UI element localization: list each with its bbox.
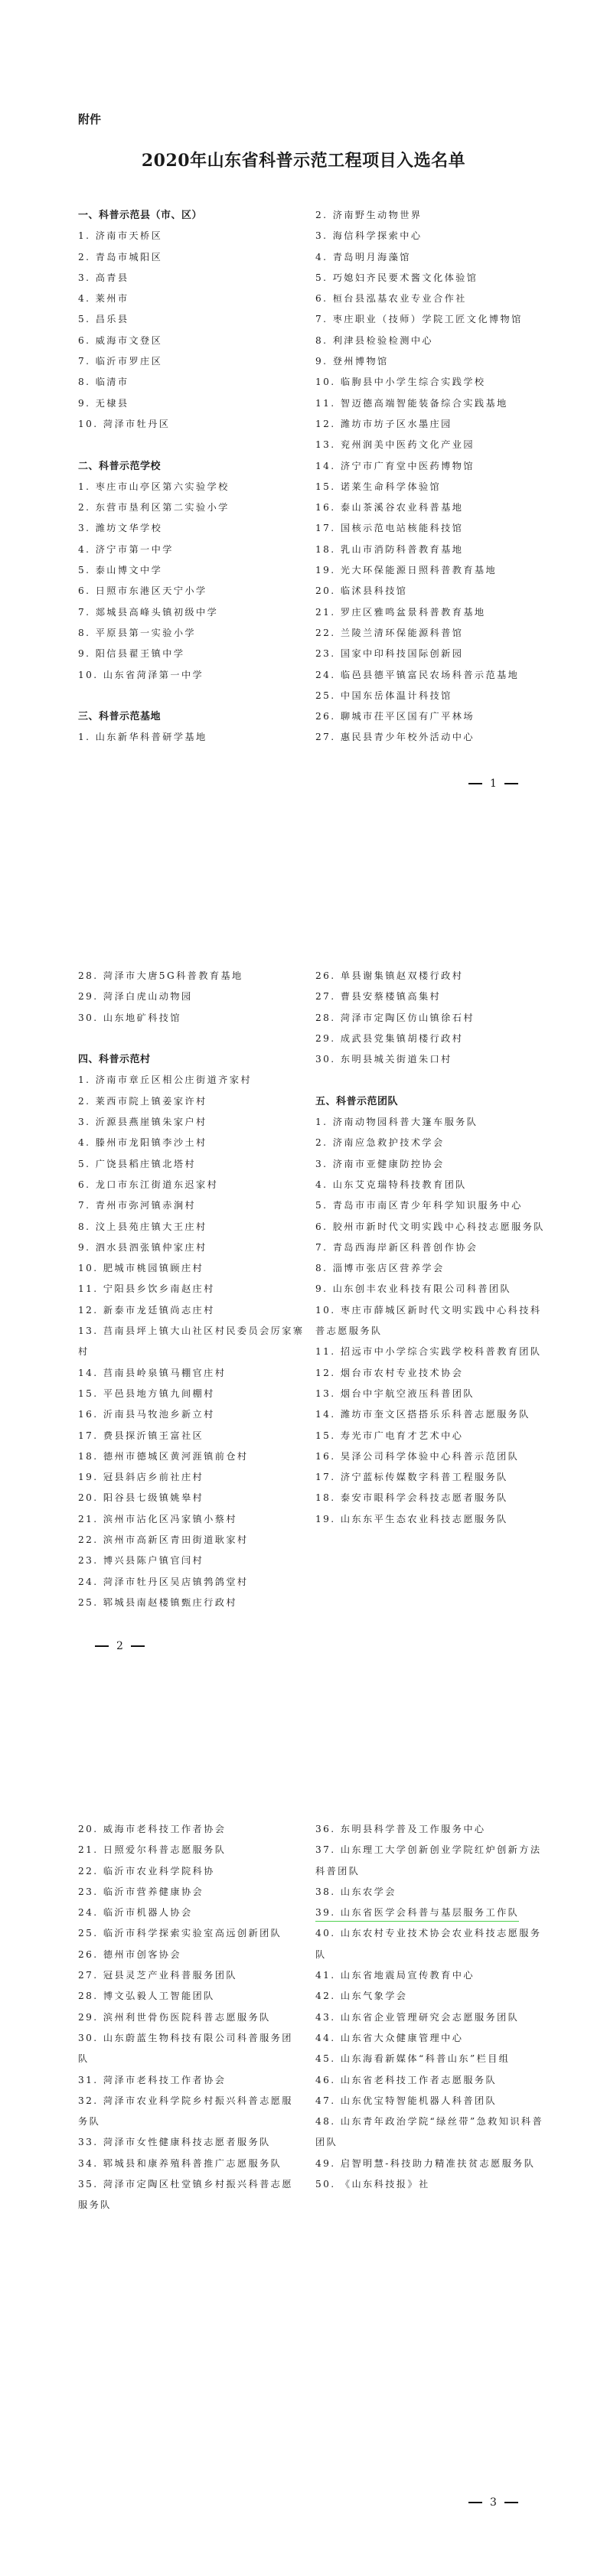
list-item: 20. 阳谷县七级镇姚皋村 [78, 1492, 204, 1504]
list-item: 34. 郓城县和康养殖科普推广志愿服务队 [78, 2157, 282, 2169]
list-item: 29. 滨州利世骨伤医院科普志愿服务队 [78, 2011, 271, 2023]
list-item: 35. 菏泽市定陶区杜堂镇乡村振兴科普志愿服务队 [78, 2179, 293, 2211]
list-item: 6. 日照市东港区天宁小学 [78, 585, 207, 597]
list-item: 11. 招远市中小学综合实践学校科普教育团队 [315, 1346, 542, 1358]
list-item: 30. 东明县城关街道朱口村 [315, 1054, 452, 1065]
list-item: 8. 临清市 [78, 377, 129, 388]
list-item: 15. 诺莱生命科学体验馆 [315, 481, 442, 492]
section-heading: 四、科普示范村 [78, 1054, 151, 1066]
list-item: 3. 潍坊文华学校 [78, 523, 163, 534]
list-item: 27. 曹县安蔡楼镇高集村 [315, 991, 442, 1003]
list-item: 46. 山东省老科技工作者志愿服务队 [315, 2074, 498, 2085]
list-item: 21. 日照爱尔科普志愿服务队 [78, 1844, 227, 1856]
page-1-left-column [78, 205, 308, 748]
list-item: 9. 山东创丰农业科技有限公司科普团队 [315, 1283, 512, 1295]
list-item: 26. 单县谢集镇赵双楼行政村 [315, 970, 464, 981]
page-number-3 [468, 2496, 518, 2509]
section-heading: 一、科普示范县（市、区） [78, 210, 203, 221]
list-item: 31. 菏泽市老科技工作者协会 [78, 2074, 227, 2085]
list-item: 12. 新泰市龙廷镇尚志庄村 [78, 1304, 215, 1316]
list-item: 28. 菏泽市定陶区仿山镇徐石村 [315, 1012, 475, 1023]
attachment-label: 附件 [78, 112, 102, 126]
list-item: 22. 滨州市高新区青田街道耿家村 [78, 1534, 249, 1546]
list-item: 8. 淄博市张店区营养学会 [315, 1263, 445, 1274]
list-item: 16. 泰山茶溪谷农业科普基地 [315, 502, 464, 514]
page-dash-right [504, 2502, 518, 2503]
list-item: 28. 博文弘毅人工智能团队 [78, 1991, 215, 2002]
list-item: 37. 山东理工大学创新创业学院红炉创新方法科普团队 [315, 1844, 542, 1877]
list-item: 23. 博兴县陈户镇官闫村 [78, 1555, 204, 1567]
page-1-right-column [315, 205, 560, 748]
page-number-text: 1 [490, 778, 497, 790]
list-item: 15. 寿光市广电育才艺术中心 [315, 1430, 464, 1441]
list-item: 10. 山东省菏泽第一中学 [78, 669, 204, 680]
list-item: 8. 利津县检验检测中心 [315, 334, 433, 346]
list-item: 25. 郓城县南赵楼镇甄庄行政村 [78, 1596, 237, 1608]
list-item: 1. 济南市章丘区相公庄街道齐家村 [78, 1074, 252, 1086]
list-item: 8. 平原县第一实验小学 [78, 627, 196, 638]
section-spacer [78, 686, 308, 706]
list-item: 2. 济南野生动物世界 [315, 210, 423, 220]
list-item: 2. 青岛市城阳区 [78, 251, 163, 262]
list-item: 2. 东营市垦利区第二实验小学 [78, 502, 230, 514]
list-item: 18. 乳山市消防科普教育基地 [315, 543, 464, 555]
list-item: 3. 高青县 [78, 272, 129, 283]
list-item: 27. 惠民县青少年校外活动中心 [315, 732, 475, 743]
list-item: 29. 菏泽白虎山动物园 [78, 991, 193, 1003]
list-item: 40. 山东农村专业技术协会农业科技志愿服务队 [315, 1928, 542, 1960]
document-title: 2020年山东省科普示范工程项目入选名单 [141, 151, 466, 171]
list-item: 45. 山东海看新媒体“科普山东”栏目组 [315, 2053, 511, 2065]
list-item: 22. 临沂市农业科学院科协 [78, 1865, 215, 1877]
list-item: 7. 青州市弥河镇赤涧村 [78, 1200, 196, 1211]
list-item: 5. 巧媳妇齐民要术酱文化体验馆 [315, 272, 478, 283]
page-number-text: 2 [116, 1640, 123, 1652]
page-number-2 [95, 1640, 145, 1652]
list-item: 48. 山东青年政治学院“绿丝带”急救知识科普团队 [315, 2116, 544, 2148]
list-item: 2. 莱西市院上镇姜家许村 [78, 1095, 207, 1107]
list-item: 12. 潍坊市坊子区水墨庄园 [315, 418, 452, 429]
page-3-left-column [78, 1819, 304, 2216]
list-item: 26. 德州市创客协会 [78, 1948, 181, 1960]
list-item: 5. 广饶县稻庄镇北塔村 [78, 1158, 196, 1169]
page-dash-right [131, 1645, 145, 1647]
list-item: 24. 临沂市机器人协会 [78, 1907, 193, 1919]
list-item: 1. 山东新华科普研学基地 [78, 732, 207, 743]
list-item: 4. 青岛明月海藻馆 [315, 251, 411, 262]
list-item: 14. 济宁市广育堂中医药博物馆 [315, 460, 475, 471]
list-item: 32. 菏泽市农业科学院乡村振兴科普志愿服务队 [78, 2095, 293, 2128]
list-item: 13. 烟台中宇航空液压科普团队 [315, 1387, 475, 1399]
list-item: 7. 临沂市罗庄区 [78, 356, 163, 367]
list-item: 24. 临邑县德平镇富民农场科普示范基地 [315, 669, 520, 680]
page-dash-right [504, 783, 518, 784]
list-item: 18. 泰安市眼科学会科技志愿者服务队 [315, 1492, 508, 1504]
list-item: 23. 国家中印科技国际创新园 [315, 648, 464, 660]
list-item: 6. 胶州市新时代文明实践中心科技志愿服务队 [315, 1221, 545, 1232]
list-item: 42. 山东气象学会 [315, 1991, 408, 2002]
list-item: 38. 山东农学会 [315, 1886, 397, 1897]
list-item: 12. 烟台市农村专业技术协会 [315, 1367, 464, 1378]
list-item: 25. 临沂市科学探索实验室高远创新团队 [78, 1928, 282, 1939]
list-item: 3. 海信科学探索中心 [315, 230, 423, 242]
list-item: 24. 菏泽市牡丹区吴店镇鹁鸽堂村 [78, 1576, 249, 1587]
list-item: 2. 济南应急救护技术学会 [315, 1137, 445, 1149]
list-item: 15. 平邑县地方镇九间棚村 [78, 1387, 215, 1399]
page-number-text: 3 [490, 2496, 497, 2509]
page-2-left-column [78, 966, 308, 1613]
list-item: 16. 昊泽公司科学体验中心科普示范团队 [315, 1450, 520, 1462]
list-item: 27. 冠县灵芝产业科普服务团队 [78, 1970, 237, 1981]
list-item: 16. 沂南县马牧池乡新立村 [78, 1409, 215, 1420]
list-item: 11. 宁阳县乡饮乡南赵庄村 [78, 1283, 215, 1295]
section-heading: 五、科普示范团队 [315, 1095, 399, 1107]
list-item: 33. 菏泽市女性健康科技志愿者服务队 [78, 2137, 271, 2148]
list-item: 23. 临沂市营养健康协会 [78, 1886, 204, 1897]
list-item: 7. 郯城县高峰头镇初级中学 [78, 606, 219, 618]
page-dash-left [95, 1645, 109, 1647]
list-item: 7. 青岛西海岸新区科普创作协会 [315, 1241, 478, 1253]
list-item [315, 1903, 549, 1923]
section-spacer [78, 1029, 308, 1049]
list-item: 22. 兰陵兰清环保能源科普馆 [315, 627, 464, 638]
list-item: 13. 莒南县坪上镇大山社区村民委员会厉家寨村 [78, 1325, 305, 1358]
list-item: 5. 昌乐县 [78, 314, 129, 325]
list-item: 10. 肥城市桃园镇顾庄村 [78, 1263, 204, 1274]
list-item: 4. 莱州市 [78, 293, 129, 305]
list-item: 9. 无棣县 [78, 397, 129, 409]
list-item: 8. 汶上县苑庄镇大王庄村 [78, 1221, 207, 1232]
list-item: 14. 莒南县岭泉镇马棚官庄村 [78, 1367, 227, 1378]
page-number-1 [468, 778, 518, 790]
page-2-right-column [315, 966, 549, 1530]
list-item: 19. 光大环保能源日照科普教育基地 [315, 565, 498, 576]
list-item: 36. 东明县科学普及工作服务中心 [315, 1824, 486, 1834]
list-item: 21. 罗庄区雅鸣盆景科普教育基地 [315, 606, 486, 618]
page-2 [0, 857, 607, 1699]
list-item: 20. 威海市老科技工作者协会 [78, 1824, 227, 1834]
list-item: 30. 山东蔚蓝生物科技有限公司科普服务团队 [78, 2032, 293, 2065]
list-item: 6. 龙口市东江街道东迟家村 [78, 1179, 219, 1190]
list-item: 3. 济南市亚健康防控协会 [315, 1158, 445, 1169]
list-item: 4. 济宁市第一中学 [78, 543, 174, 555]
list-item: 29. 成武县党集镇胡楼行政村 [315, 1032, 464, 1044]
list-item: 30. 山东地矿科技馆 [78, 1012, 181, 1023]
highlighted-item-text: 39. 山东省医学会科普与基层服务工作队 [315, 1904, 519, 1922]
list-item: 50. 《山东科技报》社 [315, 2179, 430, 2190]
page-dash-left [468, 2502, 482, 2503]
list-item: 1. 济南动物园科普大篷车服务队 [315, 1117, 478, 1128]
list-item: 17. 费县探沂镇王富社区 [78, 1430, 204, 1441]
list-item: 19. 山东东平生态农业科技志愿服务队 [315, 1513, 508, 1524]
list-item: 25. 中国东岳体温计科技馆 [315, 690, 452, 701]
list-item: 10. 菏泽市牡丹区 [78, 418, 171, 429]
list-item: 20. 临沭县科技馆 [315, 585, 408, 597]
list-item: 17. 国核示范电站核能科技馆 [315, 523, 464, 534]
section-heading: 三、科普示范基地 [78, 711, 162, 723]
list-item: 9. 阳信县翟王镇中学 [78, 648, 185, 660]
list-item: 4. 山东艾克瑞特科技教育团队 [315, 1179, 467, 1190]
list-item: 19. 冠县斜店乡前社庄村 [78, 1472, 204, 1483]
list-item: 1. 济南市天桥区 [78, 230, 163, 242]
list-item: 14. 潍坊市奎文区搭搭乐乐科普志愿服务队 [315, 1409, 530, 1420]
list-item: 49. 启智明慧-科技助力精准扶贫志愿服务队 [315, 2157, 536, 2169]
page-3 [0, 1722, 607, 2576]
page-1 [0, 0, 607, 842]
list-item: 7. 枣庄职业（技师）学院工匠文化博物馆 [315, 314, 523, 325]
section-heading: 二、科普示范学校 [78, 460, 162, 472]
list-item: 5. 泰山博文中学 [78, 565, 163, 576]
list-item: 21. 滨州市沾化区冯家镇小蔡村 [78, 1513, 237, 1524]
list-item: 43. 山东省企业管理研究会志愿服务团队 [315, 2011, 520, 2023]
section-spacer [78, 435, 308, 455]
list-item: 9. 登州博物馆 [315, 356, 389, 367]
list-item: 28. 菏泽市大唐5G科普教育基地 [78, 970, 243, 981]
list-item: 10. 临朐县中小学生综合实践学校 [315, 377, 486, 388]
list-item: 13. 兖州润美中医药文化产业园 [315, 439, 475, 451]
page-3-right-column [315, 1819, 549, 2195]
list-item: 47. 山东优宝特智能机器人科普团队 [315, 2095, 498, 2106]
list-item: 9. 泗水县泗张镇仲家庄村 [78, 1241, 207, 1253]
list-item: 17. 济宁蓝标传媒数字科普工程服务队 [315, 1472, 508, 1483]
list-item: 6. 威海市文登区 [78, 334, 163, 346]
list-item: 11. 智迈德高端智能装备综合实践基地 [315, 397, 508, 409]
list-item: 18. 德州市德城区黄河涯镇前仓村 [78, 1450, 249, 1462]
list-item: 41. 山东省地震局宣传教育中心 [315, 1970, 475, 1981]
list-item: 3. 沂源县燕崖镇朱家户村 [78, 1117, 207, 1128]
list-item: 26. 聊城市茌平区国有广平林场 [315, 711, 475, 722]
section-spacer [315, 1070, 549, 1091]
list-item: 44. 山东省大众健康管理中心 [315, 2032, 464, 2043]
page-dash-left [468, 783, 482, 784]
list-item: 6. 桓台县泓基农业专业合作社 [315, 293, 467, 305]
list-item: 5. 青岛市市南区青少年科学知识服务中心 [315, 1200, 523, 1211]
list-item: 1. 枣庄市山亭区第六实验学校 [78, 481, 230, 492]
list-item: 4. 滕州市龙阳镇李沙土村 [78, 1137, 207, 1149]
list-item: 10. 枣庄市薛城区新时代文明实践中心科技科普志愿服务队 [315, 1304, 542, 1337]
